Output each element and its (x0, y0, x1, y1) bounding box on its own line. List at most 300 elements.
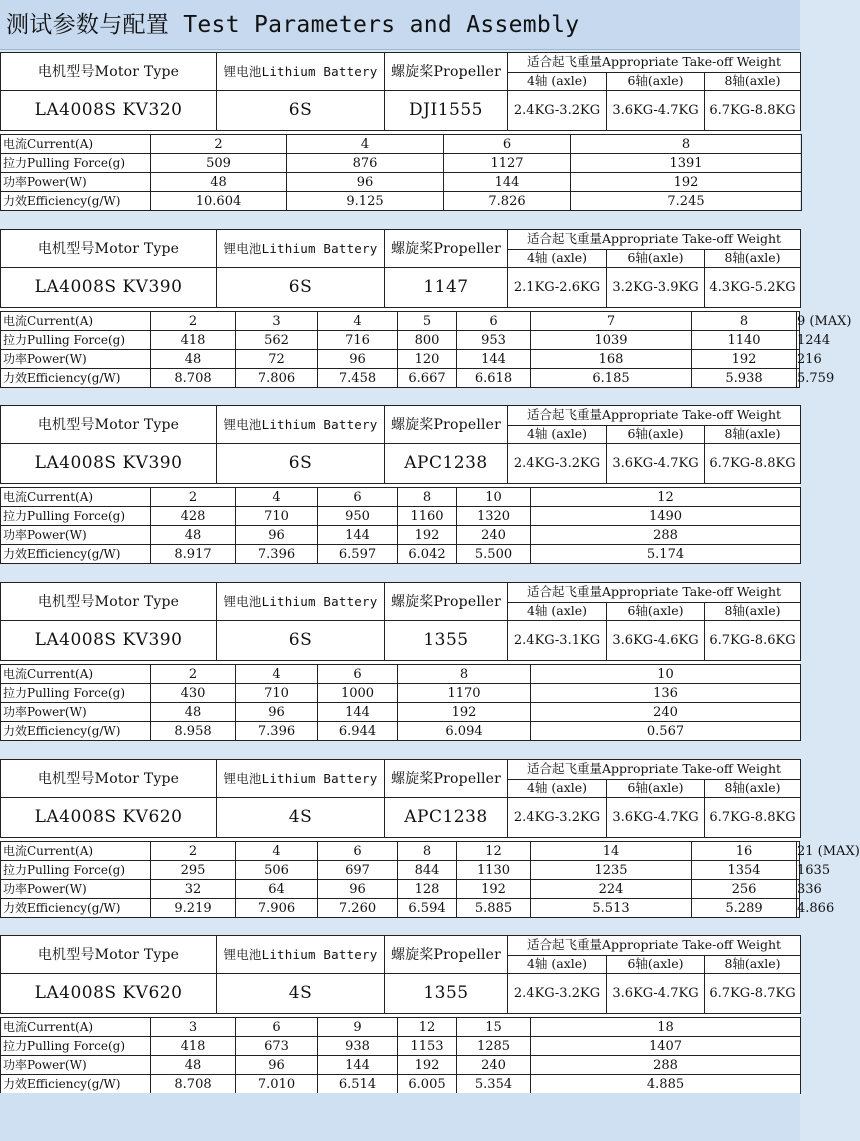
propeller-value: 1355 (385, 621, 508, 661)
cell-value: 1285 (457, 1037, 531, 1056)
cell-value: 710 (236, 507, 318, 526)
cell-value: 9.219 (151, 899, 236, 918)
propeller-label: 螺旋桨Propeller (385, 760, 508, 798)
spec-header-table (0, 759, 801, 838)
cell-value: 6 (318, 488, 398, 507)
cell-value: 336 (797, 881, 822, 897)
cell-value: 192 (398, 703, 531, 722)
weight-4-axle: 2.4KG-3.2KG (508, 91, 607, 131)
axle-8-label: 8轴(axle) (705, 250, 801, 268)
cell-value: 295 (151, 861, 236, 880)
row-label-text: 力效Efficiency(g/W) (3, 547, 121, 561)
battery-value: 4S (217, 798, 385, 838)
row-label (1, 135, 151, 154)
weight-6-axle: 3.6KG-4.7KG (607, 444, 705, 484)
weight-8-axle: 6.7KG-8.8KG (705, 798, 801, 838)
current-row (1, 312, 800, 331)
cell-value: 509 (151, 154, 287, 173)
cell-value: 144 (457, 350, 531, 369)
battery-label (217, 760, 385, 798)
row-label-text: 拉力Pulling Force(g) (3, 686, 126, 700)
power-row (1, 703, 801, 722)
cell-value: 8 (398, 842, 457, 861)
cell-value: 6.005 (398, 1075, 457, 1094)
cell-value: 6 (457, 312, 531, 331)
row-label-text: 力效Efficiency(g/W) (3, 901, 121, 915)
cell-value: 950 (318, 507, 398, 526)
cell-value: 96 (236, 1056, 318, 1075)
efficiency-row (1, 192, 802, 211)
cell-value: 673 (236, 1037, 318, 1056)
row-label (1, 684, 151, 703)
cell-value: 7.458 (318, 369, 398, 388)
cell-value: 716 (318, 331, 398, 350)
measurement-table (0, 487, 801, 564)
cell-value: 48 (151, 350, 236, 369)
battery-value: 6S (217, 444, 385, 484)
propeller-label: 螺旋桨Propeller (385, 406, 508, 444)
cell-value: 12 (398, 1018, 457, 1037)
motor-model: LA4008S KV390 (1, 268, 217, 308)
cell-value: 938 (318, 1037, 398, 1056)
cell-value: 0.567 (531, 722, 801, 741)
cell-value: 1160 (398, 507, 457, 526)
row-label-text: 力效Efficiency(g/W) (3, 1077, 121, 1091)
cell-value: 4.866 (797, 900, 835, 916)
cell-value: 224 (531, 880, 692, 899)
axle-4-label: 4轴 (axle) (508, 250, 607, 268)
cell-value: 48 (151, 173, 287, 192)
cell-value: 7.396 (236, 545, 318, 564)
cell-value: 144 (444, 173, 571, 192)
cell-value: 1127 (444, 154, 571, 173)
current-row (1, 665, 801, 684)
cell-value: 12 (531, 488, 801, 507)
cell-value: 5.513 (531, 899, 692, 918)
cell-value: 1391 (571, 154, 802, 173)
cell-value: 32 (151, 880, 236, 899)
efficiency-row (1, 722, 801, 741)
power-row (1, 880, 800, 899)
power-row (1, 526, 801, 545)
cell-value: 418 (151, 331, 236, 350)
takeoff-weight-label: 适合起飞重量Appropriate Take-off Weight (508, 583, 801, 603)
motor-type-label: 电机型号Motor Type (1, 406, 217, 444)
weight-4-axle: 2.4KG-3.2KG (508, 798, 607, 838)
cell-value: 5.938 (692, 369, 797, 388)
cell-value: 144 (318, 1056, 398, 1075)
cell-value: 7.396 (236, 722, 318, 741)
cell-value: 8.958 (151, 722, 236, 741)
weight-6-axle: 3.6KG-4.7KG (607, 798, 705, 838)
cell-value: 48 (151, 1056, 236, 1075)
motor-model: LA4008S KV620 (1, 974, 217, 1014)
cell-value: 1490 (531, 507, 801, 526)
row-label-text: 电流Current(A) (3, 137, 94, 151)
cell-value: 6 (318, 842, 398, 861)
axle-6-label: 6轴(axle) (607, 250, 705, 268)
weight-6-axle: 3.6KG-4.7KG (607, 974, 705, 1014)
spec-header-table (0, 229, 801, 308)
spec-header-table (0, 935, 801, 1014)
cell-value: 562 (236, 331, 318, 350)
efficiency-row (1, 899, 800, 918)
axle-8-label: 8轴(axle) (705, 956, 801, 974)
takeoff-weight-label: 适合起飞重量Appropriate Take-off Weight (508, 53, 801, 73)
cell-value: 2 (151, 135, 287, 154)
cell-value: 2 (151, 312, 236, 331)
cell-value: 7.260 (318, 899, 398, 918)
row-label-text: 电流Current(A) (3, 667, 94, 681)
cell-value: 6.597 (318, 545, 398, 564)
row-label (1, 507, 151, 526)
motor-model: LA4008S KV390 (1, 444, 217, 484)
cell-value: 4 (236, 665, 318, 684)
cell-value: 428 (151, 507, 236, 526)
cell-value: 192 (457, 880, 531, 899)
cell-value: 7.245 (571, 192, 802, 211)
current-row (1, 842, 800, 861)
axle-4-label: 4轴 (axle) (508, 603, 607, 621)
cell-value: 6 (444, 135, 571, 154)
motor-model: LA4008S KV320 (1, 91, 217, 131)
propeller-label: 螺旋桨Propeller (385, 936, 508, 974)
cell-value: 72 (236, 350, 318, 369)
cell-value: 430 (151, 684, 236, 703)
battery-label-text: 锂电池Lithium Battery (223, 240, 378, 256)
cell-value: 5.500 (457, 545, 531, 564)
row-label-text: 功率Power(W) (3, 705, 87, 719)
axle-4-label: 4轴 (axle) (508, 73, 607, 91)
cell-value: 10 (457, 488, 531, 507)
battery-value: 4S (217, 974, 385, 1014)
row-label (1, 1056, 151, 1075)
force-row (1, 861, 800, 880)
motor-type-label: 电机型号Motor Type (1, 583, 217, 621)
cell-value: 192 (398, 1056, 457, 1075)
row-label-text: 功率Power(W) (3, 1058, 87, 1072)
cell-value: 6.514 (318, 1075, 398, 1094)
cell-value: 7.806 (236, 369, 318, 388)
row-label-text: 功率Power(W) (3, 528, 87, 542)
motor-type-label: 电机型号Motor Type (1, 936, 217, 974)
battery-label (217, 936, 385, 974)
row-label (1, 173, 151, 192)
cell-value: 1635 (797, 862, 831, 878)
row-label-text: 力效Efficiency(g/W) (3, 194, 121, 208)
test-block (0, 759, 860, 917)
force-row (1, 331, 800, 350)
cell-value: 64 (236, 880, 318, 899)
row-label-text: 电流Current(A) (3, 1020, 94, 1034)
measurement-table (0, 664, 801, 741)
takeoff-weight-label: 适合起飞重量Appropriate Take-off Weight (508, 230, 801, 250)
cell-value: 1407 (531, 1037, 801, 1056)
spec-header-table (0, 52, 801, 131)
axle-8-label: 8轴(axle) (705, 780, 801, 798)
page-title: 测试参数与配置 Test Parameters and Assembly (6, 12, 580, 38)
cell-value: 6.594 (398, 899, 457, 918)
axle-8-label: 8轴(axle) (705, 73, 801, 91)
cell-value: 192 (692, 350, 797, 369)
cell-value: 256 (692, 880, 797, 899)
propeller-label: 螺旋桨Propeller (385, 583, 508, 621)
cell-value: 192 (398, 526, 457, 545)
row-label-text: 功率Power(W) (3, 175, 87, 189)
cell-value: 8 (398, 488, 457, 507)
cell-value: 800 (398, 331, 457, 350)
cell-value: 3 (236, 312, 318, 331)
cell-value: 6.185 (531, 369, 692, 388)
axle-8-label: 8轴(axle) (705, 426, 801, 444)
cell-value: 9.125 (287, 192, 444, 211)
row-label-text: 功率Power(W) (3, 882, 87, 896)
row-label (1, 899, 151, 918)
row-label (1, 880, 151, 899)
weight-8-axle: 6.7KG-8.7KG (705, 974, 801, 1014)
cell-value: 1000 (318, 684, 398, 703)
current-row (1, 488, 801, 507)
cell-value: 6.094 (398, 722, 531, 741)
cell-value: 4 (236, 842, 318, 861)
row-label (1, 703, 151, 722)
cell-value: 1244 (797, 332, 831, 348)
cell-value: 15 (457, 1018, 531, 1037)
row-label (1, 545, 151, 564)
cell-value: 128 (398, 880, 457, 899)
cell-value: 16 (692, 842, 797, 861)
cell-value: 7.906 (236, 899, 318, 918)
cell-value: 6.042 (398, 545, 457, 564)
cell-value: 96 (318, 350, 398, 369)
cell-value: 1153 (398, 1037, 457, 1056)
weight-6-axle: 3.6KG-4.6KG (607, 621, 705, 661)
cell-value: 1039 (531, 331, 692, 350)
weight-4-axle: 2.4KG-3.2KG (508, 444, 607, 484)
cell-value: 5.885 (457, 899, 531, 918)
power-row (1, 173, 802, 192)
row-label (1, 1037, 151, 1056)
cell-value: 240 (531, 703, 801, 722)
row-label (1, 1075, 151, 1094)
battery-label (217, 53, 385, 91)
cell-value: 3 (151, 1018, 236, 1037)
propeller-value: 1147 (385, 268, 508, 308)
takeoff-weight-label: 适合起飞重量Appropriate Take-off Weight (508, 406, 801, 426)
test-block (0, 405, 800, 563)
cell-value: 2 (151, 665, 236, 684)
cell-value: 7 (531, 312, 692, 331)
spec-header-table (0, 582, 801, 661)
cell-value: 4 (236, 488, 318, 507)
cell-value: 96 (236, 526, 318, 545)
efficiency-row (1, 1075, 801, 1094)
row-label-text: 拉力Pulling Force(g) (3, 509, 126, 523)
takeoff-weight-label: 适合起飞重量Appropriate Take-off Weight (508, 936, 801, 956)
weight-4-axle: 2.4KG-3.2KG (508, 974, 607, 1014)
row-label (1, 665, 151, 684)
cell-value: 144 (318, 526, 398, 545)
propeller-value: DJI1555 (385, 91, 508, 131)
cell-value: 5.174 (531, 545, 801, 564)
cell-value: 48 (151, 526, 236, 545)
cell-value: 6 (236, 1018, 318, 1037)
battery-value: 6S (217, 268, 385, 308)
cell-value: 9 (318, 1018, 398, 1037)
cell-value: 5.354 (457, 1075, 531, 1094)
cell-value: 8.708 (151, 1075, 236, 1094)
cell-value: 697 (318, 861, 398, 880)
row-label-text: 力效Efficiency(g/W) (3, 371, 121, 385)
cell-value: 6.944 (318, 722, 398, 741)
axle-4-label: 4轴 (axle) (508, 780, 607, 798)
battery-label (217, 230, 385, 268)
axle-4-label: 4轴 (axle) (508, 956, 607, 974)
measurement-table (0, 841, 860, 918)
cell-value: 506 (236, 861, 318, 880)
cell-value: 14 (531, 842, 692, 861)
efficiency-row (1, 369, 800, 388)
row-label (1, 722, 151, 741)
bottom-filler (0, 1093, 800, 1141)
cell-value: 5.289 (692, 899, 797, 918)
cell-value: 168 (531, 350, 692, 369)
cell-value: 418 (151, 1037, 236, 1056)
cell-value: 1140 (692, 331, 797, 350)
measurement-table (0, 311, 852, 388)
current-row (1, 1018, 801, 1037)
weight-4-axle: 2.4KG-3.1KG (508, 621, 607, 661)
cell-value: 216 (797, 351, 822, 367)
cell-value: 96 (287, 173, 444, 192)
force-row (1, 1037, 801, 1056)
cell-value: 8.917 (151, 545, 236, 564)
axle-8-label: 8轴(axle) (705, 603, 801, 621)
force-row (1, 154, 802, 173)
cell-value: 288 (531, 1056, 801, 1075)
cell-value: 5 (398, 312, 457, 331)
axle-6-label: 6轴(axle) (607, 73, 705, 91)
cell-value: 10 (531, 665, 801, 684)
cell-value: 6.618 (457, 369, 531, 388)
row-label-text: 功率Power(W) (3, 352, 87, 366)
cell-value: 136 (531, 684, 801, 703)
cell-value: 2 (151, 488, 236, 507)
force-row (1, 684, 801, 703)
motor-type-label: 电机型号Motor Type (1, 760, 217, 798)
row-label (1, 350, 151, 369)
efficiency-row (1, 545, 801, 564)
cell-value: 4 (287, 135, 444, 154)
row-label (1, 1018, 151, 1037)
motor-model: LA4008S KV390 (1, 621, 217, 661)
row-label (1, 331, 151, 350)
row-label-text: 拉力Pulling Force(g) (3, 1039, 126, 1053)
cell-value: 1170 (398, 684, 531, 703)
cell-value: 192 (571, 173, 802, 192)
axle-6-label: 6轴(axle) (607, 780, 705, 798)
propeller-value: APC1238 (385, 444, 508, 484)
row-label (1, 312, 151, 331)
cell-value: 8 (571, 135, 802, 154)
row-label (1, 369, 151, 388)
battery-label-text: 锂电池Lithium Battery (223, 416, 378, 432)
cell-value: 7.010 (236, 1075, 318, 1094)
motor-type-label: 电机型号Motor Type (1, 230, 217, 268)
cell-value: 844 (398, 861, 457, 880)
motor-model: LA4008S KV620 (1, 798, 217, 838)
cell-value: 120 (398, 350, 457, 369)
row-label-text: 拉力Pulling Force(g) (3, 863, 126, 877)
cell-value: 2 (151, 842, 236, 861)
measurement-table (0, 1017, 801, 1094)
weight-6-axle: 3.6KG-4.7KG (607, 91, 705, 131)
row-label (1, 861, 151, 880)
battery-value: 6S (217, 91, 385, 131)
cell-value: 4.885 (531, 1075, 801, 1094)
power-row (1, 350, 800, 369)
weight-8-axle: 6.7KG-8.6KG (705, 621, 801, 661)
cell-value: 1235 (531, 861, 692, 880)
cell-value: 1320 (457, 507, 531, 526)
cell-value: 7.826 (444, 192, 571, 211)
weight-4-axle: 2.1KG-2.6KG (508, 268, 607, 308)
row-label (1, 526, 151, 545)
weight-8-axle: 6.7KG-8.8KG (705, 91, 801, 131)
weight-8-axle: 6.7KG-8.8KG (705, 444, 801, 484)
row-label (1, 842, 151, 861)
cell-value: 6.667 (398, 369, 457, 388)
motor-type-label: 电机型号Motor Type (1, 53, 217, 91)
cell-value: 9 (MAX) (797, 313, 852, 329)
axle-6-label: 6轴(axle) (607, 956, 705, 974)
axle-6-label: 6轴(axle) (607, 426, 705, 444)
propeller-label: 螺旋桨Propeller (385, 53, 508, 91)
current-row (1, 135, 802, 154)
weight-6-axle: 3.2KG-3.9KG (607, 268, 705, 308)
cell-value: 21 (MAX) (797, 843, 860, 859)
battery-label-text: 锂电池Lithium Battery (223, 770, 378, 786)
propeller-label: 螺旋桨Propeller (385, 230, 508, 268)
test-block (0, 229, 852, 387)
spec-header-table (0, 405, 801, 484)
cell-value: 1354 (692, 861, 797, 880)
cell-value: 18 (531, 1018, 801, 1037)
cell-value: 12 (457, 842, 531, 861)
weight-8-axle: 4.3KG-5.2KG (705, 268, 801, 308)
takeoff-weight-label: 适合起飞重量Appropriate Take-off Weight (508, 760, 801, 780)
battery-label-text: 锂电池Lithium Battery (223, 63, 378, 79)
row-label-text: 电流Current(A) (3, 314, 94, 328)
propeller-value: APC1238 (385, 798, 508, 838)
battery-label-text: 锂电池Lithium Battery (223, 593, 378, 609)
cell-value: 953 (457, 331, 531, 350)
cell-value: 144 (318, 703, 398, 722)
row-label-text: 电流Current(A) (3, 490, 94, 504)
test-block (0, 582, 800, 740)
cell-value: 8.708 (151, 369, 236, 388)
row-label (1, 488, 151, 507)
row-label (1, 154, 151, 173)
row-label (1, 192, 151, 211)
cell-value: 710 (236, 684, 318, 703)
battery-value: 6S (217, 621, 385, 661)
cell-value: 10.604 (151, 192, 287, 211)
cell-value: 876 (287, 154, 444, 173)
propeller-value: 1355 (385, 974, 508, 1014)
cell-value: 240 (457, 526, 531, 545)
cell-value: 1130 (457, 861, 531, 880)
